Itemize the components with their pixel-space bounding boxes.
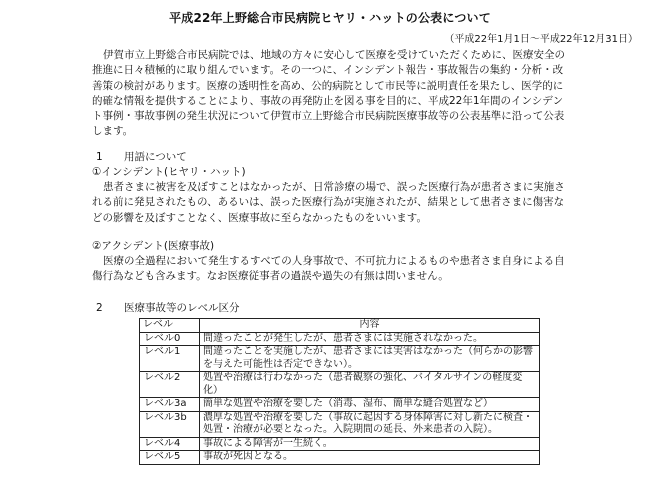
- incident-heading: ①インシデント(ヒヤリ・ハット): [92, 166, 246, 178]
- level-cell: レベル3b: [140, 411, 200, 437]
- incident-definition: 患者さまに被害を及ぼすことはなかったが、日常診療の場で、誤った医療行為が患者さまに実施される前に発見されたもの、あるいは、誤った医療行為が実施されたが、結果として患者さまに傷害などの影響を及ぼすことなく、医療事故に至らなかったものをいいます。: [92, 181, 565, 224]
- document-title: 平成22年上野総合市民病院ヒヤリ・ハットの公表について: [169, 11, 491, 25]
- content-cell: 事故による障害が一生続く。: [200, 437, 540, 451]
- content-column-header: 内容: [200, 319, 540, 333]
- table-row: [140, 398, 540, 412]
- section-levels-number: 2: [96, 302, 103, 314]
- content-cell: 事故が死因となる。: [200, 451, 540, 465]
- level-cell: レベル3a: [140, 398, 200, 412]
- level-column-header: レベル: [140, 319, 200, 333]
- level-cell: レベル2: [140, 372, 200, 398]
- table-row: [140, 372, 540, 398]
- table-row: [140, 332, 540, 346]
- table-row: [140, 346, 540, 372]
- level-table-header: [140, 319, 540, 333]
- table-row: [140, 437, 540, 451]
- section-terms-heading: [96, 150, 187, 164]
- content-cell: 濃厚な処置や治療を要した（事故に起因する身体障害に対し新たに検査・処置・治療が必要となった。入院期間の延長、外来患者の入院）。: [200, 411, 540, 437]
- section-terms-title: 用語について: [124, 151, 187, 163]
- content-cell: 簡単な処置や治療を要した（消毒、湿布、簡単な縫合処置など）: [200, 398, 540, 412]
- level-cell: レベル1: [140, 346, 200, 372]
- table-row: [140, 451, 540, 465]
- intro-paragraph: 伊賀市立上野総合市民病院では、地域の方々に安心して医療を受けていただくために、医療安全の推進に日々積極的に取り組んでいます。その一つに、インシデント報告・事故報告の集約・分析・改善策の検討があります。医療の透明性を高め、公的病院として市民等に説明責任を果たし、医学的に的確な情報を提供することにより、事故の再発防止を図る事を目的に、平成22年1年間のインシデント事例・事故事例の発生状況について伊賀市立上野総合市民病院医療事故等の公表基準に沿って公表します。: [92, 49, 565, 138]
- accident-definition: 医療の全過程において発生するすべての人身事故で、不可抗力によるものや患者さま自身による自傷行為なども含みます。なお医療従事者の過誤や過失の有無は問いません。: [92, 255, 565, 283]
- level-cell: レベル0: [140, 332, 200, 346]
- content-cell: 間違ったことを実施したが、患者さまには実害はなかった（何らかの影響を与えた可能性は否定できない）。: [200, 346, 540, 372]
- table-row: [140, 411, 540, 437]
- level-cell: レベル5: [140, 451, 200, 465]
- accident-heading: ②アクシデント(医療事故): [92, 240, 215, 252]
- content-cell: 間違ったことが発生したが、患者さまには実施されなかった。: [200, 332, 540, 346]
- level-cell: レベル4: [140, 437, 200, 451]
- reporting-period: （平成22年1月1日～平成22年12月31日）: [444, 34, 638, 45]
- section-levels-heading: [96, 301, 240, 315]
- section-terms-number: 1: [96, 151, 103, 163]
- content-cell: 処置や治療は行わなかった（患者観察の強化、バイタルサインの軽度変化）: [200, 372, 540, 398]
- section-levels-title: 医療事故等のレベル区分: [124, 302, 240, 314]
- level-table: [139, 318, 540, 465]
